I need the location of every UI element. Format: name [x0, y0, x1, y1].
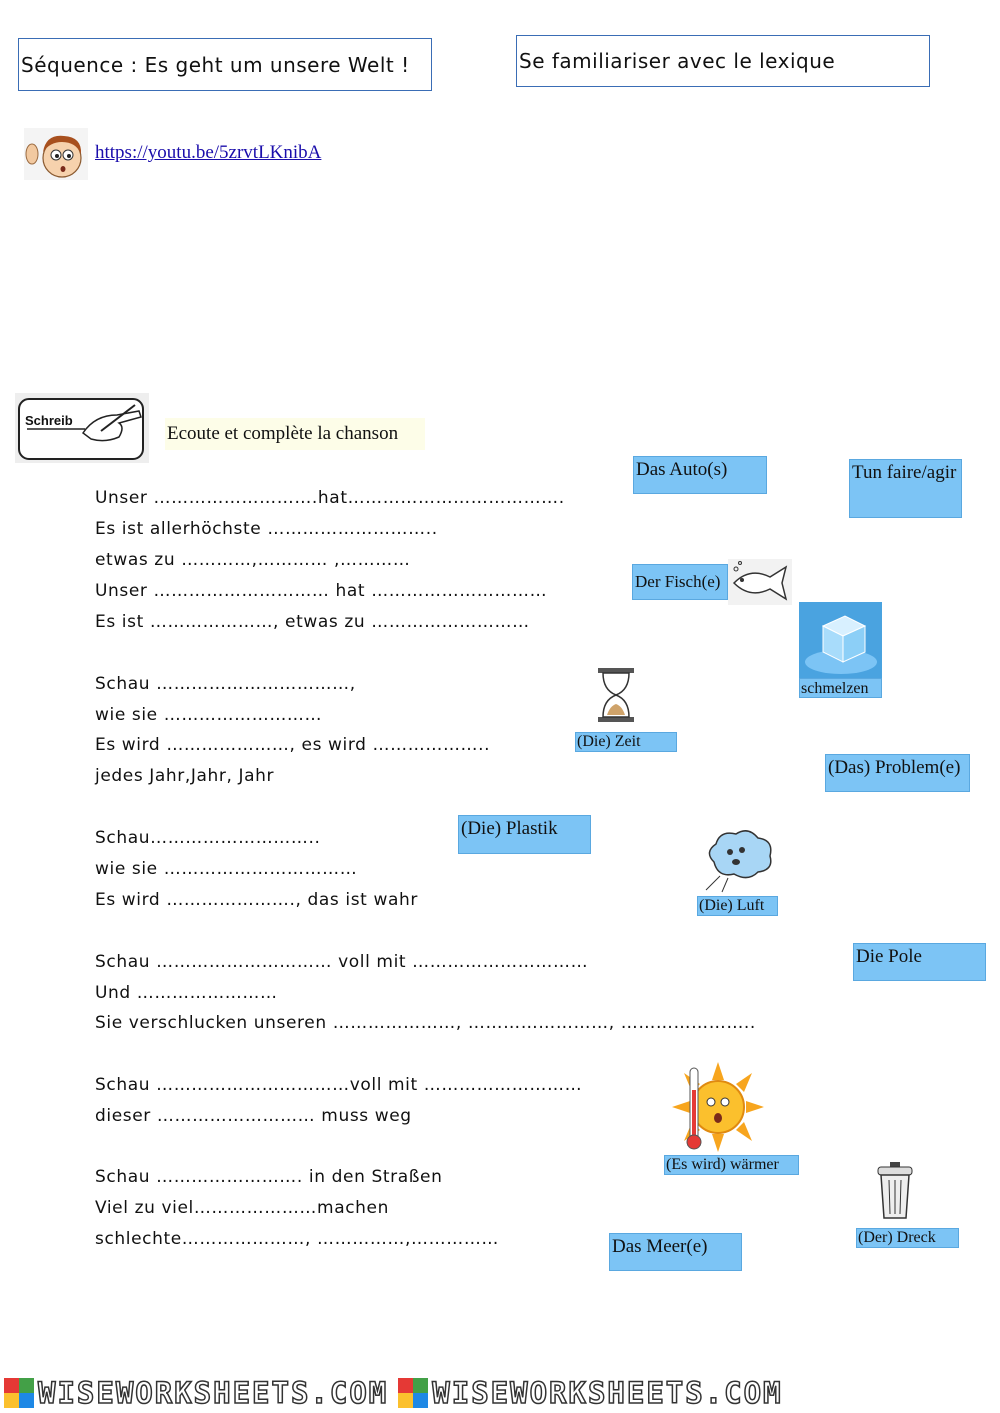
lyric-line: Und ……………………	[95, 983, 278, 1003]
fish-icon	[728, 559, 792, 605]
hourglass-icon	[594, 666, 638, 724]
lyric-line: wie sie ……………………………	[95, 859, 358, 879]
ice-cube-icon	[799, 602, 882, 678]
vocab-problem: (Das) Problem(e)	[825, 754, 970, 792]
subtitle: Se familiariser avec le lexique	[519, 49, 836, 73]
vocab-tun: Tun faire/agir	[849, 459, 962, 518]
listening-face-icon	[24, 128, 88, 180]
vocab-waermer: (Es wird) wärmer	[664, 1155, 799, 1175]
video-link[interactable]: https://youtu.be/5zrvtLKnibA	[95, 142, 322, 163]
lyric-line: jedes Jahr,Jahr, Jahr	[95, 766, 275, 786]
watermark-text: WISEWORKSHEETS.COM	[38, 1375, 389, 1410]
write-icon-label: Schreib	[25, 413, 73, 428]
vocab-pole: Die Pole	[853, 943, 986, 981]
lyric-line: Schau………………………..	[95, 828, 321, 848]
lyric-line: etwas zu …………,………… ,…………	[95, 550, 411, 570]
lyric-line: Schau ……………………………voll mit ………………………	[95, 1075, 583, 1095]
vocab-meer: Das Meer(e)	[609, 1233, 742, 1271]
vocab-plastik: (Die) Plastik	[458, 815, 591, 854]
trash-can-icon	[872, 1160, 918, 1222]
lyric-line: wie sie ………………………	[95, 705, 323, 725]
watermark-logo-icon	[398, 1378, 428, 1408]
vocab-schmelzen: schmelzen	[799, 678, 882, 698]
sequence-title: Séquence : Es geht um unsere Welt !	[21, 52, 410, 77]
vocab-auto: Das Auto(s)	[633, 456, 767, 494]
lyric-line: dieser ……………………… muss weg	[95, 1106, 412, 1126]
lyric-line: Schau ……………………. in den Straßen	[95, 1167, 443, 1187]
instruction: Ecoute et complète la chanson	[165, 418, 425, 450]
subtitle-box	[516, 35, 930, 87]
cloud-face-icon	[700, 824, 776, 894]
watermark-logo-icon	[4, 1378, 34, 1408]
lyric-line: Schau ……………………………,	[95, 674, 356, 694]
vocab-zeit: (Die) Zeit	[575, 732, 677, 752]
lyric-line: Es ist allerhöchste ………………………..	[95, 519, 438, 539]
lyric-line: Unser ………………………… hat …………………………	[95, 581, 548, 601]
watermark-footer	[0, 1372, 1000, 1413]
hot-sun-icon	[670, 1060, 766, 1154]
lyric-line: Schau ………………………… voll mit …………………………	[95, 952, 589, 972]
lyric-line: Es ist …………………, etwas zu ………………………	[95, 612, 530, 632]
vocab-fisch: Der Fisch(e)	[632, 564, 728, 600]
lyric-line: Viel zu viel…………………machen	[95, 1198, 389, 1218]
lyric-line: Es wird …………………., das ist wahr	[95, 890, 418, 910]
lyric-line: schlechte…………………, ……………,……………	[95, 1229, 500, 1249]
vocab-luft: (Die) Luft	[697, 896, 778, 916]
lyric-line: Es wird …………………, es wird ………………..	[95, 735, 491, 755]
write-icon	[15, 393, 149, 463]
lyric-line: Sie verschlucken unseren …………………, ……………………, …………………..	[95, 1013, 756, 1033]
vocab-dreck: (Der) Dreck	[856, 1228, 959, 1248]
lyric-line: Unser ……………………….hat……………………………….	[95, 488, 565, 508]
sequence-title-box	[18, 38, 432, 91]
watermark-text: WISEWORKSHEETS.COM	[432, 1375, 783, 1410]
